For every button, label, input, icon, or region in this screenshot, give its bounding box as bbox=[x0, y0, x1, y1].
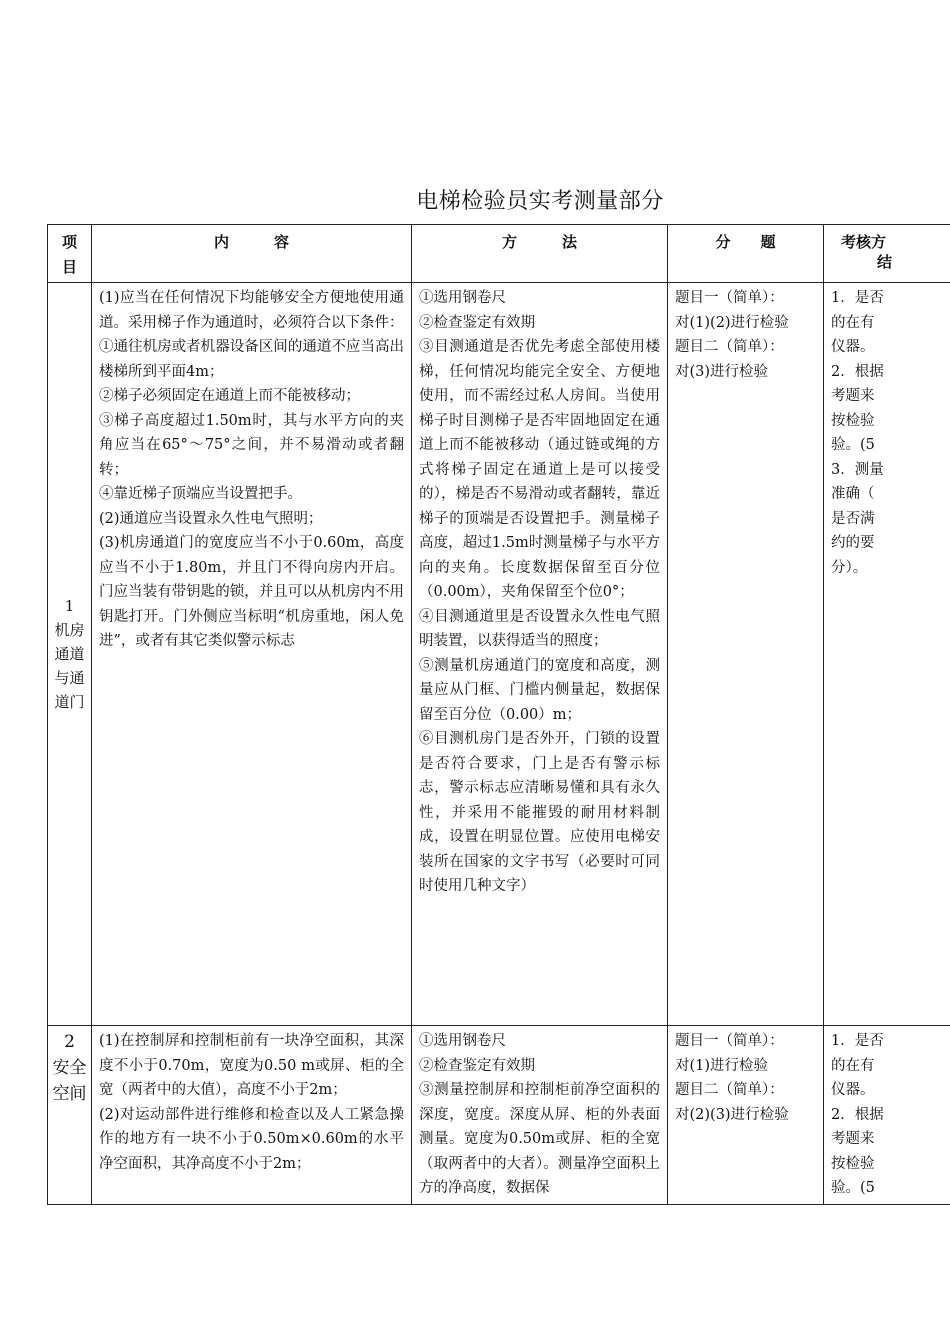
header-item: 项目 bbox=[48, 225, 92, 283]
method-line: ⑥目测机房门是否外开，门锁的设置是否符合要求，门上是否有警示标志，警示标志应清晰易懂和具有永久性，并采用不能摧毁的耐用材料制成，设置在明显位置。应使用电梯安装所在国家的文字书写（必要时可同时使用几种文字） bbox=[419, 731, 660, 894]
method-cell bbox=[412, 1026, 668, 1205]
assess-cell bbox=[824, 283, 950, 1026]
content-line: (3)机房通道门的宽度应当不小于0.60m，高度应当不小于1.80m，并且门不得向房内开启。门应当装有带钥匙的锁，并且可以从机房内不用钥匙打开。门外侧应当标明“机房重地，闲人免进”，或者有其它类似警示标志 bbox=[99, 535, 404, 649]
assess-line: 1．是否 bbox=[831, 290, 884, 306]
item-name-line: 与通 bbox=[54, 669, 85, 687]
content-line: ①通往机房或者机器设备区间的通道不应当高出楼梯所到平面4m； bbox=[99, 339, 404, 380]
assess-line: 分）。 bbox=[831, 559, 868, 576]
item-name-line: 通道 bbox=[54, 645, 85, 663]
header-content: 内 容 bbox=[92, 225, 412, 283]
assess-line: 按检验 bbox=[831, 412, 875, 429]
method-line: ②检查鉴定有效期 bbox=[419, 314, 535, 331]
item-name-line: 机房 bbox=[54, 621, 85, 639]
assess-line: 的在有 bbox=[831, 1057, 875, 1074]
item-name-line: 道门 bbox=[54, 693, 85, 711]
table-row bbox=[48, 283, 950, 1026]
table-row bbox=[48, 1026, 950, 1205]
method-cell bbox=[412, 283, 668, 1026]
content-cell bbox=[92, 1026, 412, 1205]
inspection-table bbox=[47, 224, 950, 1205]
content-line: (1)在控制屏和控制柜前有一块净空面积，其深度不小于0.70m，宽度为0.50 m或屏、柜的全宽（两者中的大值），高度不小于2m； bbox=[99, 1033, 404, 1098]
assess-line: 2．根据 bbox=[831, 1106, 884, 1123]
method-line: ④目测通道里是否设置永久性电气照明装置，以获得适当的照度； bbox=[419, 608, 660, 649]
item-name-line: 安全 bbox=[52, 1058, 87, 1078]
method-line: ③测量控制屏和控制柜前净空面积的深度，宽度。深度从屏、柜的外表面测量。宽度为0.50m或屏、柜的全宽（取两者中的大者）。测量净空面积上方的净高度，数据保 bbox=[419, 1082, 660, 1196]
content-line: (2)通道应当设置永久性电气照明； bbox=[99, 510, 323, 527]
item-cell bbox=[48, 283, 92, 1026]
item-cell bbox=[48, 1026, 92, 1205]
content-line: (2)对运动部件进行维修和检查以及人工紧急操作的地方有一块不小于0.50m×0.60m的水平净空面积，其净高度不小于2m； bbox=[99, 1106, 404, 1172]
assess-line: 3．测量 bbox=[831, 461, 884, 478]
content-cell bbox=[92, 283, 412, 1026]
method-line: ①选用钢卷尺 bbox=[419, 290, 506, 306]
assess-line: 2．根据 bbox=[831, 363, 884, 380]
subject-line: 对(1)(2)进行检验 bbox=[675, 314, 789, 331]
assess-line: 仪器。 bbox=[831, 1082, 875, 1098]
content-line: ②梯子必须固定在通道上而不能被移动； bbox=[99, 388, 360, 404]
header-assess bbox=[824, 225, 950, 283]
method-line: ②检查鉴定有效期 bbox=[419, 1057, 535, 1074]
assess-line: 验。(5 bbox=[831, 437, 875, 453]
subject-line: 题目一（简单）： bbox=[675, 1033, 784, 1049]
content-line: ④靠近梯子顶端应当设置把手。 bbox=[99, 486, 302, 502]
content-line: ③梯子高度超过1.50m时，其与水平方向的夹角应当在65°～75°之间，并不易滑动或者翻转； bbox=[99, 412, 404, 478]
assess-line: 约的要 bbox=[831, 535, 875, 551]
assess-line: 考题来 bbox=[831, 388, 875, 404]
method-line: ①选用钢卷尺 bbox=[419, 1033, 506, 1049]
subject-line: 题目一（简单）： bbox=[675, 290, 784, 306]
assess-line: 验。(5 bbox=[831, 1180, 875, 1196]
method-line: ③目测通道是否优先考虑全部使用楼梯，任何情况均能完全安全、方便地使用，而不需经过私人房间。当使用梯子时目测梯子是否牢固地固定在通道上而不能被移动（通过链或绳的方式将梯子固定在通道上是可以接受的），梯是否不易滑动或者翻转，靠近梯子的顶端是否设置把手。测量梯子高度，超过1.5m时测量梯子与水平方向的夹角。长度数据保留至百分位（0.00m），夹角保留至个位0°； bbox=[419, 339, 660, 600]
assess-line: 仪器。 bbox=[831, 339, 875, 355]
assess-line: 1．是否 bbox=[831, 1033, 884, 1049]
subject-line: 题目二（简单）： bbox=[675, 339, 784, 355]
assess-line: 准确（ bbox=[831, 486, 875, 502]
header-subject: 分 题 bbox=[668, 225, 824, 283]
assess-line: 考题来 bbox=[831, 1131, 875, 1147]
item-number: 2 bbox=[64, 1032, 75, 1052]
assess-line: 是否满 bbox=[831, 510, 875, 527]
subject-line: 对(2)(3)进行检验 bbox=[675, 1106, 789, 1123]
subject-cell bbox=[668, 283, 824, 1026]
header-assess-label-2: 结 bbox=[877, 252, 893, 271]
assess-line: 按检验 bbox=[831, 1155, 875, 1172]
subject-line: 对(3)进行检验 bbox=[675, 363, 769, 380]
header-method: 方 法 bbox=[412, 225, 668, 283]
subject-line: 题目二（简单）： bbox=[675, 1082, 784, 1098]
item-number: 1 bbox=[64, 597, 75, 615]
item-name-line: 空间 bbox=[52, 1084, 87, 1104]
content-line: (1)应当在任何情况下均能够安全方便地使用通道。采用梯子作为通道时，必须符合以下条件： bbox=[99, 290, 404, 331]
subject-cell bbox=[668, 1026, 824, 1205]
table-header-row bbox=[48, 225, 950, 283]
header-assess-label: 考核方 bbox=[841, 233, 887, 251]
assess-cell bbox=[824, 1026, 950, 1205]
subject-line: 对(1)进行检验 bbox=[675, 1057, 769, 1074]
page-title: 电梯检验员实考测量部分 bbox=[416, 189, 664, 214]
method-line: ⑤测量机房通道门的宽度和高度，测量应从门框、门槛内侧量起，数据保留至百分位（0.00）m； bbox=[419, 657, 660, 723]
assess-line: 的在有 bbox=[831, 314, 875, 331]
